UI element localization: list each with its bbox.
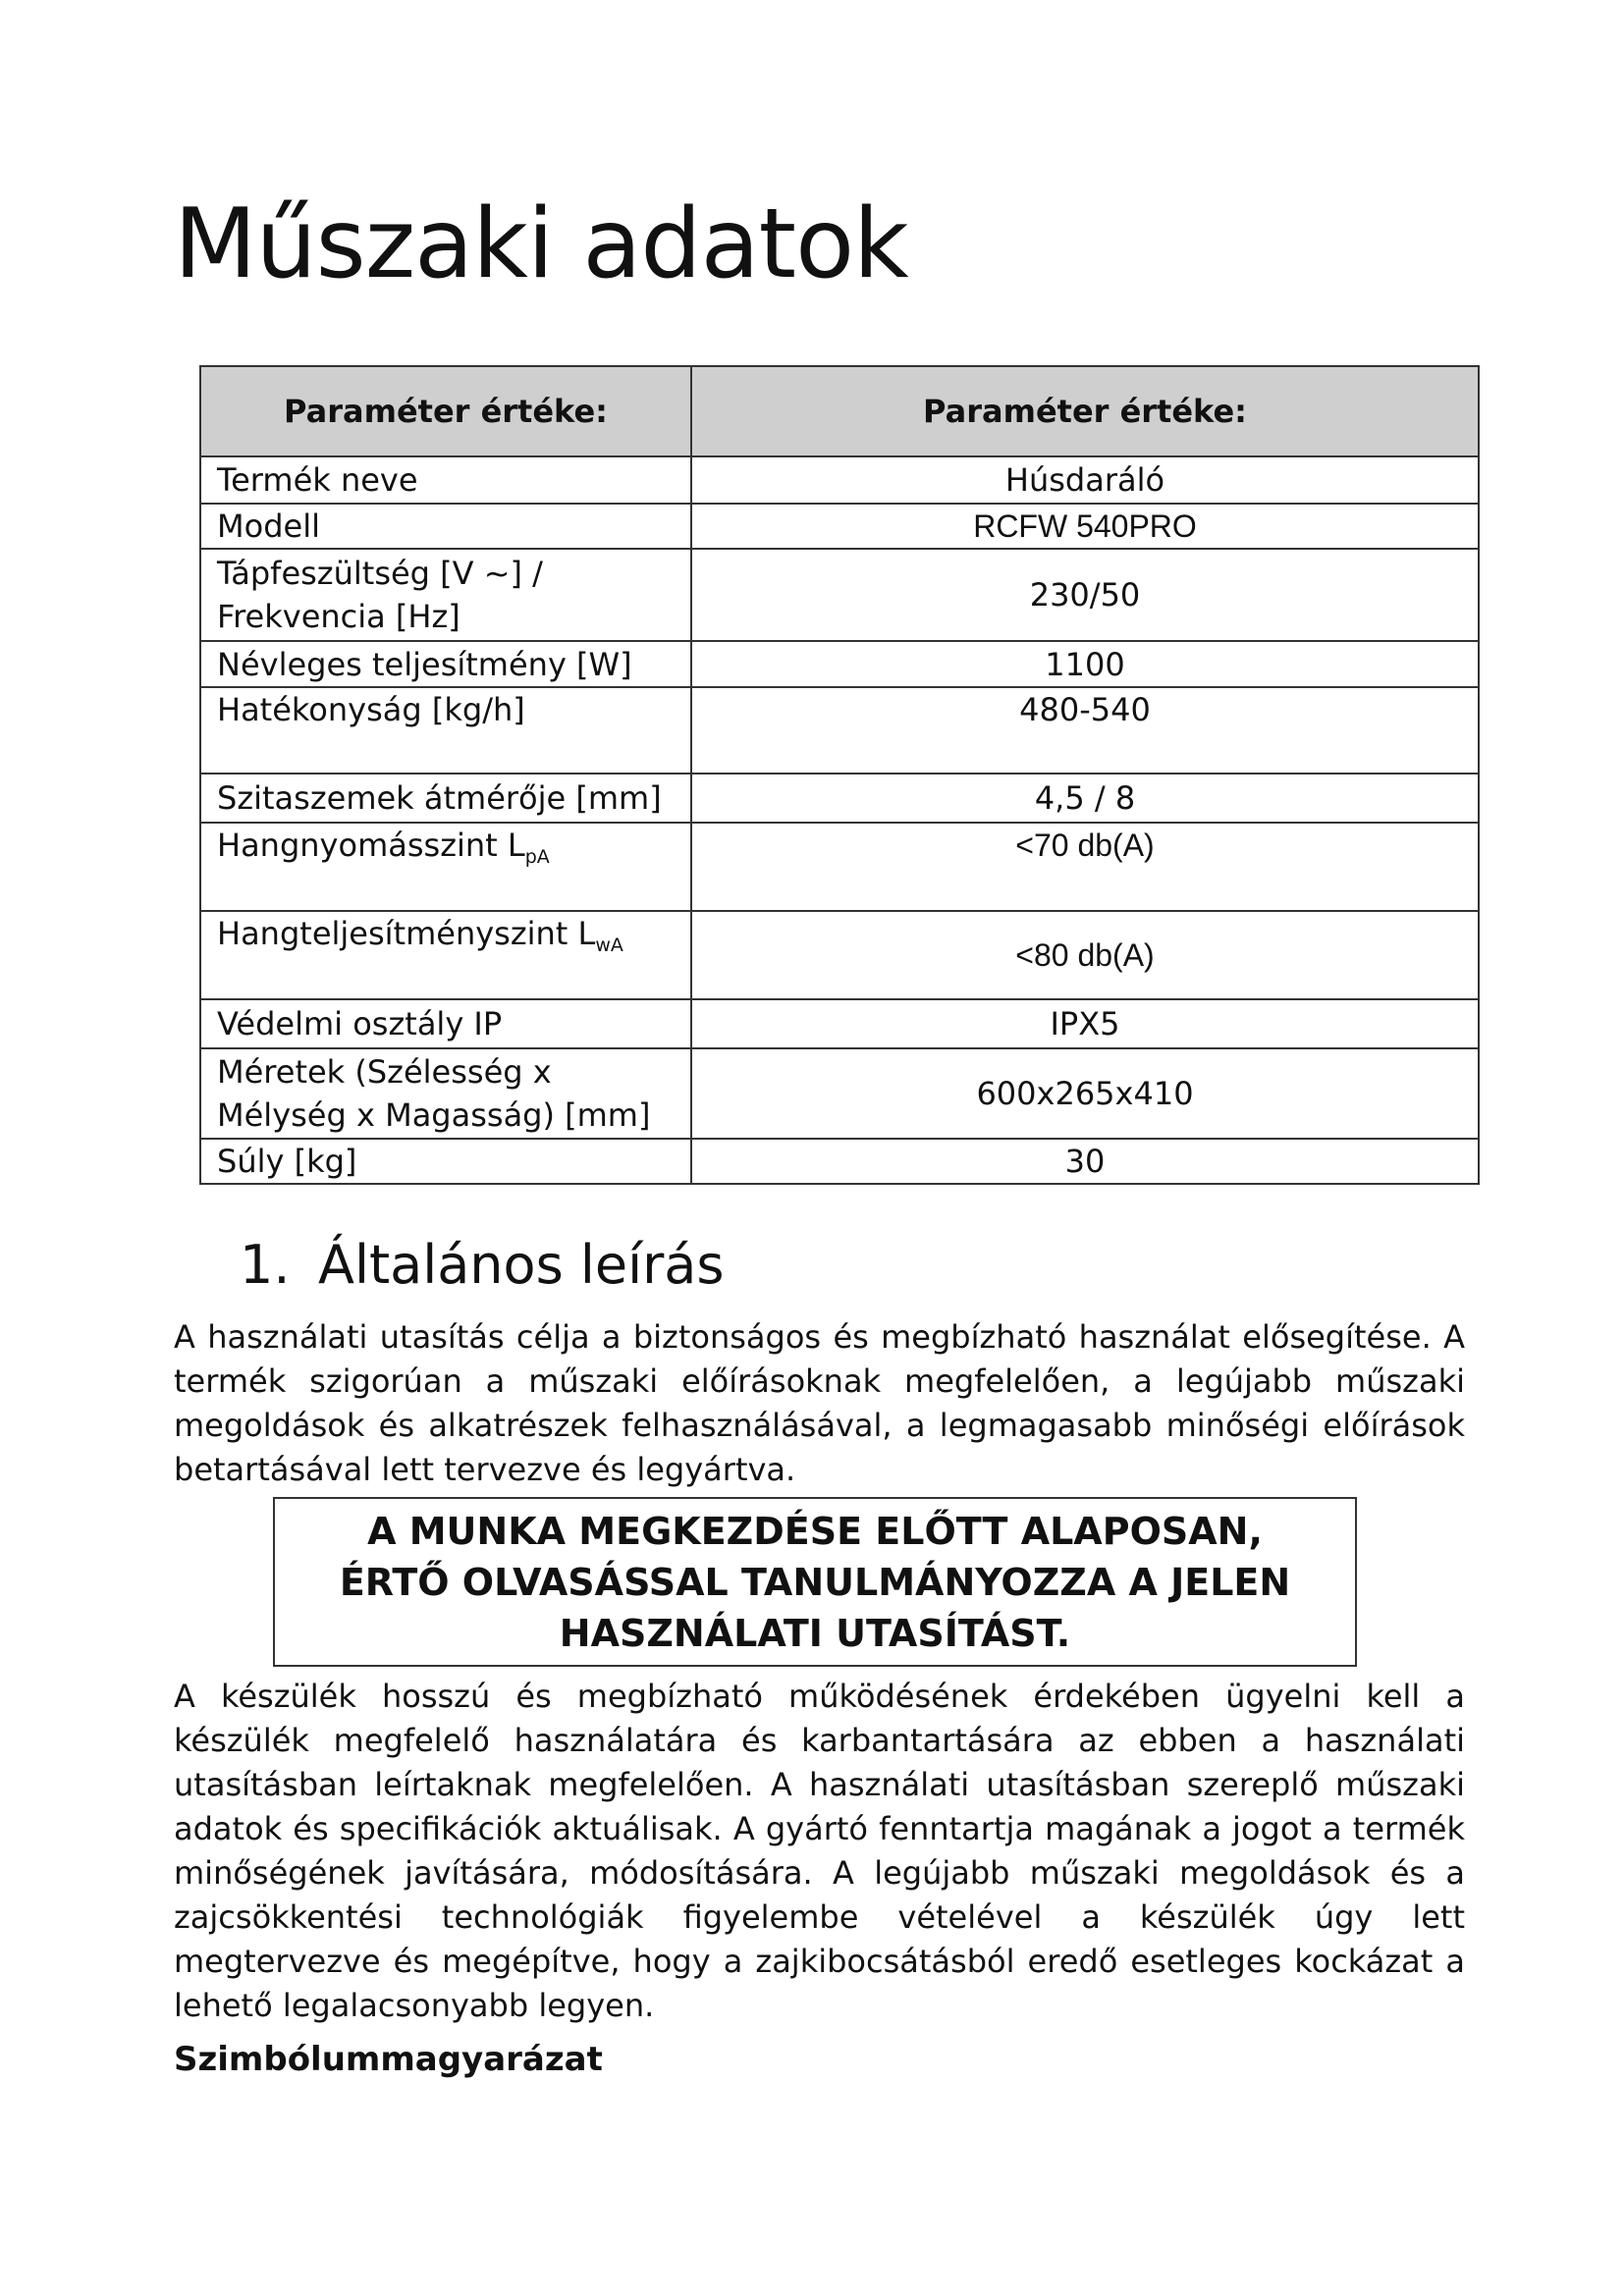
column-header-value: Paraméter értéke: bbox=[691, 366, 1479, 456]
column-header-parameter: Paraméter értéke: bbox=[200, 366, 691, 456]
table-row bbox=[200, 1048, 1479, 1139]
subscript: pA bbox=[524, 846, 550, 868]
table-row bbox=[200, 774, 1479, 823]
table-row bbox=[200, 823, 1479, 911]
param-cell: Tápfeszültség [V ~] / Frekvencia [Hz] bbox=[200, 549, 691, 641]
param-cell: Súly [kg] bbox=[200, 1139, 691, 1184]
value-cell: 480-540 bbox=[691, 687, 1479, 774]
body-paragraph bbox=[174, 1675, 1465, 2028]
table-row bbox=[200, 911, 1479, 999]
param-cell: Hatékonyság [kg/h] bbox=[200, 687, 691, 774]
subscript: wA bbox=[595, 934, 623, 956]
table-row bbox=[200, 456, 1479, 504]
value-cell: 600x265x410 bbox=[691, 1048, 1479, 1139]
table-row bbox=[200, 504, 1479, 549]
param-cell: Termék neve bbox=[200, 456, 691, 504]
warning-line: A MUNKA MEGKEZDÉSE ELŐTT ALAPOSAN, bbox=[367, 1509, 1263, 1553]
section-title: Általános leírás bbox=[318, 1234, 725, 1296]
specs-table bbox=[199, 365, 1480, 1185]
param-cell bbox=[200, 911, 691, 999]
body-text: A készülék hosszú és megbízható működésének érdekében ügyelni kell a készülék megfelelő használatára és karbantartására az ebben a használati utasításban leírtaknak megfelelően. A használati utasításban szereplő műszaki adatok és specifikációk aktuálisak. A gyártó fenntartja magának a jogot a termék minőségének javítására, módosítására. A legújabb műszaki megoldások és a zajcsökkentési technológiák figyelembe vételével a készülék úgy lett megtervezve és megépítve, hogy a zajkibocsátásból eredő esetleges kockázat a lehető legalacsonyabb legyen. bbox=[174, 1678, 1465, 2024]
param-cell: Méretek (Szélesség x Mélység x Magasság) [mm] bbox=[200, 1048, 691, 1139]
warning-line: ÉRTŐ OLVASÁSSAL TANULMÁNYOZZA A JELEN bbox=[339, 1560, 1291, 1604]
section-number: 1. bbox=[240, 1234, 291, 1296]
param-label: Hangnyomásszint L bbox=[217, 827, 525, 864]
value-cell: IPX5 bbox=[691, 999, 1479, 1048]
param-label: Hangteljesítményszint L bbox=[217, 915, 596, 952]
page-title: Műszaki adatok bbox=[174, 188, 908, 300]
param-cell: Névleges teljesítmény [W] bbox=[200, 641, 691, 687]
value-cell: Húsdaráló bbox=[691, 456, 1479, 504]
table-header-row bbox=[200, 366, 1479, 456]
value-cell: <70 db(A) bbox=[691, 823, 1479, 911]
table-row bbox=[200, 687, 1479, 774]
value-cell: 1100 bbox=[691, 641, 1479, 687]
intro-paragraph bbox=[174, 1315, 1465, 1492]
warning-line: HASZNÁLATI UTASÍTÁST. bbox=[559, 1611, 1071, 1655]
value-cell: 4,5 / 8 bbox=[691, 774, 1479, 823]
value-cell: <80 db(A) bbox=[691, 911, 1479, 999]
warning-box bbox=[273, 1497, 1357, 1667]
section-heading bbox=[240, 1234, 725, 1296]
value-cell: RCFW 540PRO bbox=[691, 504, 1479, 549]
param-cell: Szitaszemek átmérője [mm] bbox=[200, 774, 691, 823]
param-cell bbox=[200, 823, 691, 911]
param-cell: Modell bbox=[200, 504, 691, 549]
param-cell: Védelmi osztály IP bbox=[200, 999, 691, 1048]
table-row bbox=[200, 641, 1479, 687]
value-cell: 30 bbox=[691, 1139, 1479, 1184]
table-row bbox=[200, 549, 1479, 641]
symbols-heading: Szimbólummagyarázat bbox=[174, 2040, 603, 2079]
value-cell: 230/50 bbox=[691, 549, 1479, 641]
intro-text: A használati utasítás célja a biztonságos és megbízható használat elősegítése. A termék szigorúan a műszaki előírásoknak megfelelően, a legújabb műszaki megoldások és alkatrészek felhasználásával, a legmagasabb minőségi előírások betartásával lett tervezve és legyártva. bbox=[174, 1318, 1465, 1488]
table-row bbox=[200, 1139, 1479, 1184]
table-row bbox=[200, 999, 1479, 1048]
